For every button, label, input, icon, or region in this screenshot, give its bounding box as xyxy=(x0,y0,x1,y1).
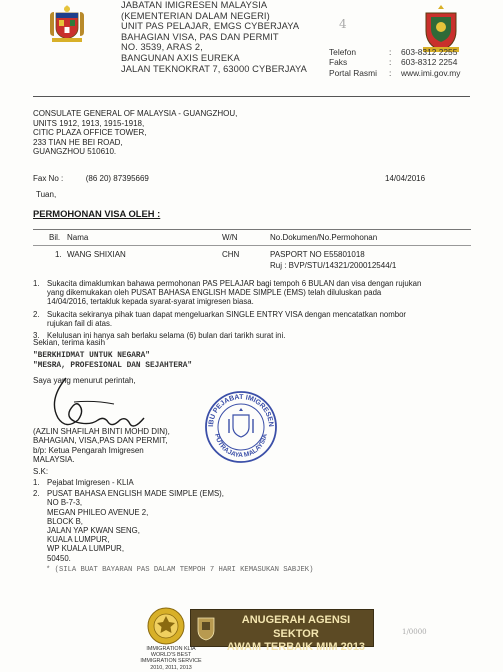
header-line: JALAN TEKNOKRAT 7, 63000 CYBERJAYA xyxy=(121,63,307,74)
signatory-line: MALAYSIA. xyxy=(33,455,75,465)
item-line: Kelulusan ini hanya sah berlaku selama (6) bulan dari tarikh surat ini. xyxy=(47,331,286,341)
award-crest-icon xyxy=(195,614,217,642)
contact-row-phone xyxy=(329,47,460,57)
addressee-line: CITIC PLAZA OFFICE TOWER, xyxy=(33,128,147,138)
agency-header xyxy=(121,0,307,74)
handwritten-signature xyxy=(40,372,160,434)
letter-date: 14/04/2016 xyxy=(385,174,426,183)
fax-label: Fax No : xyxy=(33,174,64,183)
item-line: 14/04/2016, tertakluk kepada syarat-syarat imigresen biasa. xyxy=(47,297,254,307)
contact-colon: : xyxy=(389,57,392,68)
stamp-bottom-text: PUTRAJAYA MALAYSIA xyxy=(213,433,269,460)
header-line: JABATAN IMIGRESEN MALAYSIA xyxy=(121,0,268,10)
fax-number: (86 20) 87395669 xyxy=(85,174,149,183)
contact-label: Telefon xyxy=(329,47,357,57)
header-line: BANGUNAN AXIS EUREKA xyxy=(121,52,240,63)
list-item xyxy=(33,489,224,563)
header-divider xyxy=(33,96,470,97)
cc-line: Pejabat Imigresen - KLIA xyxy=(47,478,134,487)
motto-line: "MESRA, PROFESIONAL DAN SEJAHTERA" xyxy=(33,361,193,370)
cc-line: MEGAN PHILEO AVENUE 2, xyxy=(47,507,149,517)
klia-award-badge xyxy=(147,607,185,645)
salutation: Tuan, xyxy=(36,190,57,199)
cc-label: S.K: xyxy=(33,467,49,476)
signatory-line: BAHAGIAN, VISA,PAS DAN PERMIT, xyxy=(33,436,168,446)
item-number: 1. xyxy=(33,279,40,288)
coat-of-arms-icon xyxy=(44,2,90,44)
item-line: Sukacita dimaklumkan bahawa permohonan PAS PELAJAR bagi tempoh 6 BULAN dan visa dengan rujukan xyxy=(47,279,422,288)
obey-line: Saya yang menurut perintah, xyxy=(33,376,136,385)
header-line: NO. 3539, ARAS 2, xyxy=(121,42,203,53)
table-top-rule xyxy=(33,229,471,230)
cc-line: BLOCK B, xyxy=(47,516,83,526)
item-number: 3. xyxy=(33,331,40,341)
addressee-block xyxy=(33,109,237,157)
payment-note: * (SILA BUAT BAYARAN PAS DALAM TEMPOH 7 HARI KEMASUKAN SABJEK) xyxy=(46,566,314,574)
award-line: AWAM TERBAIK MIM 2013 xyxy=(226,641,366,653)
caption-line: 2010, 2011, 2013 xyxy=(150,664,192,671)
cc-line: KUALA LUMPUR, xyxy=(47,535,110,545)
list-item xyxy=(33,478,224,487)
contact-row-portal xyxy=(329,68,460,78)
stamp-top-text: IBU PEJABAT IMIGRESEN xyxy=(207,393,275,428)
signatory-block xyxy=(33,427,170,465)
contact-value: www.imi.gov.my xyxy=(401,67,461,78)
item-line: Sukacita sekiranya pihak tuan dapat mengeluarkan SINGLE ENTRY VISA dengan mencatatkan nombor xyxy=(47,309,407,319)
cc-line: WP KUALA LUMPUR, xyxy=(47,544,124,554)
caption-line: IMMIGRATION SERVICE xyxy=(140,658,202,665)
contact-value: 603-8312 2254 xyxy=(401,57,458,68)
badge-caption xyxy=(130,646,212,671)
award-line: ANUGERAH AGENSI SEKTOR xyxy=(241,614,351,640)
contact-label: Faks xyxy=(329,57,348,68)
contact-label: Portal Rasmi xyxy=(329,67,377,78)
table-header-document: No.Dokumen/No.Permohonan xyxy=(270,233,378,242)
cc-list xyxy=(33,478,224,563)
table-header-nationality: W/N xyxy=(222,233,238,242)
page-reference: 1/0000 xyxy=(402,628,427,636)
passport-number: PASPORT NO E55801018 xyxy=(270,250,365,259)
contact-block xyxy=(329,47,460,78)
list-item xyxy=(33,310,473,328)
addressee-line: CONSULATE GENERAL OF MALAYSIA - GUANGZHOU, xyxy=(33,109,238,118)
caption-line: WORLD'S BEST xyxy=(150,652,192,659)
signatory-line: b/p: Ketua Pengarah Imigresen xyxy=(33,445,144,455)
motto-line: "BERKHIDMAT UNTUK NEGARA" xyxy=(33,352,150,360)
stamp-crest-icon xyxy=(229,408,253,437)
subject-heading: PERMOHONAN VISA OLEH : xyxy=(33,208,161,219)
item-number: 2. xyxy=(33,309,40,319)
award-text xyxy=(221,614,371,655)
handwritten-mark: 4 xyxy=(339,17,347,31)
caption-line: IMMIGRATION KLIA xyxy=(146,646,196,652)
fax-line xyxy=(33,174,149,184)
cc-line: 50450. xyxy=(47,553,71,563)
addressee-line: GUANGZHOU 510610. xyxy=(33,147,117,157)
row-number: 1. xyxy=(55,250,62,259)
table-header-name: Nama xyxy=(67,233,89,242)
cc-number: 2. xyxy=(33,489,40,499)
cc-number: 1. xyxy=(33,478,40,487)
motto-block xyxy=(33,352,192,371)
applicant-document xyxy=(270,250,396,271)
award-banner xyxy=(190,609,374,653)
applicant-nationality: CHN xyxy=(222,250,240,259)
header-line: UNIT PAS PELAJAR, EMGS CYBERJAYA xyxy=(121,21,300,32)
table-header-no: Bil. xyxy=(49,233,61,242)
contact-row-fax xyxy=(329,57,460,67)
applicant-name: WANG SHIXIAN xyxy=(67,250,126,259)
malaysia-coat-of-arms xyxy=(44,2,90,49)
table-header-rule xyxy=(33,245,471,246)
contact-colon: : xyxy=(389,47,392,57)
table-row xyxy=(55,250,62,260)
item-line: rujukan fail di atas. xyxy=(47,318,113,328)
cc-line: PUSAT BAHASA ENGLISH MADE SIMPLE (EMS), xyxy=(47,489,224,499)
approval-items xyxy=(33,279,473,340)
header-line: BAHAGIAN VISA, PAS DAN PERMIT xyxy=(121,31,279,42)
cc-line: NO B-7-3, xyxy=(47,498,83,508)
item-line: yang dikemukakan oleh PUSAT BAHASA ENGLISH MADE SIMPLE (EMS) telah diluluskan pada xyxy=(47,288,382,298)
official-stamp xyxy=(203,389,279,465)
addressee-line: 233 TIAN HE BEI ROAD, xyxy=(33,137,123,147)
application-reference: Ruj : BVP/STU/14321/200012544/1 xyxy=(270,260,397,270)
cc-line: JALAN YAP KWAN SENG, xyxy=(47,526,140,536)
contact-value: 603-8312 2255 xyxy=(401,47,458,57)
list-item xyxy=(33,279,473,307)
closing-line: Sekian, terima kasih xyxy=(33,338,106,347)
contact-colon: : xyxy=(389,67,392,78)
signatory-name: (AZLIN SHAFILAH BINTI MOHD DIN), xyxy=(33,427,170,436)
addressee-line: UNITS 1912, 1913, 1915-1918, xyxy=(33,118,145,128)
header-line: (KEMENTERIAN DALAM NEGERI) xyxy=(121,10,270,21)
